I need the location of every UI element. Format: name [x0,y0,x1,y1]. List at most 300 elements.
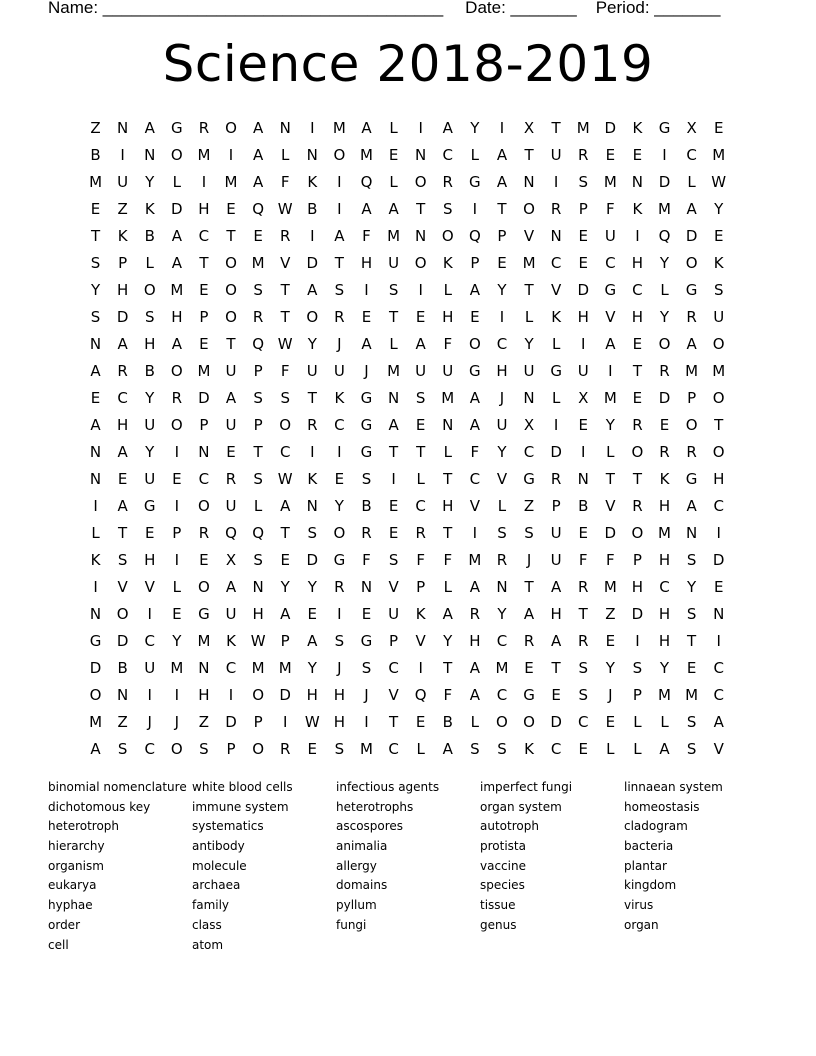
grid-row [82,168,734,195]
grid-letter: M [170,280,184,299]
grid-letter: U [117,172,129,191]
grid-letter: H [658,550,671,569]
grid-letter: N [550,226,562,245]
word-column [48,778,192,955]
grid-letter: A [686,199,697,218]
grid-letter: B [117,658,128,677]
grid-row [82,735,734,762]
grid-letter: M [685,361,699,380]
grid-row [82,465,734,492]
grid-letter: C [388,739,399,758]
grid-letter: C [713,658,724,677]
grid-row [82,357,734,384]
grid-letter: D [116,307,129,326]
grid-letter: E [605,631,616,650]
grid-letter: Q [252,523,265,542]
grid-letter: O [225,118,237,137]
grid-letter: U [496,415,508,434]
grid-letter: C [550,739,562,758]
grid-letter: L [416,739,425,758]
grid-letter: M [658,199,671,218]
grid-letter: S [578,172,588,191]
grid-letter: X [523,118,535,137]
grid-letter: A [117,442,128,461]
grid-letter: P [416,577,426,596]
grid-letter: M [360,739,373,758]
grid-letter: H [198,685,210,704]
grid-letter: C [496,334,508,353]
grid-letter: M [197,145,211,164]
grid-letter: S [388,280,399,299]
grid-letter: Z [117,712,128,731]
grid-letter: P [389,631,399,650]
grid-letter: O [414,253,427,272]
grid-letter: E [226,442,236,461]
grid-letter: A [469,658,480,677]
grid-letter: P [172,523,182,542]
grid-letter: P [497,226,507,245]
grid-letter: F [578,550,588,569]
grid-letter: K [632,118,643,137]
grid-row [82,627,734,654]
word-list-item: fungi [336,917,367,932]
grid-row [82,681,734,708]
grid-letter: H [631,577,644,596]
grid-letter: S [497,739,507,758]
grid-letter: P [551,496,561,515]
grid-letter: R [334,307,345,326]
grid-letter: A [415,334,426,353]
grid-letter: E [686,658,697,677]
word-list-item: plantar [624,858,667,873]
grid-letter: E [578,739,588,758]
grid-letter: N [685,523,698,542]
grid-letter: T [90,226,101,245]
grid-letter: N [360,577,373,596]
grid-letter: T [253,442,263,461]
grid-letter: R [279,739,291,758]
grid-letter: U [225,361,237,380]
grid-letter: T [226,334,236,353]
grid-letter: F [416,550,425,569]
grid-letter: R [686,307,697,326]
grid-letter: A [252,118,264,137]
grid-letter: I [337,442,342,461]
grid-letter: W [250,631,266,650]
grid-letter: L [443,280,452,299]
grid-letter: S [497,523,507,542]
grid-letter: T [118,523,128,542]
grid-letter: A [469,388,480,407]
grid-letter: T [280,280,290,299]
grid-row [82,492,734,519]
grid-letter: C [632,280,643,299]
grid-letter: D [171,199,183,218]
grid-letter: T [443,658,453,677]
grid-letter: S [470,739,480,758]
grid-letter: A [280,496,291,515]
grid-letter: G [143,496,156,515]
grid-letter: O [712,334,725,353]
grid-letter: O [198,496,210,515]
grid-row [82,519,734,546]
grid-letter: M [712,145,726,164]
grid-letter: B [361,496,372,515]
grid-letter: D [225,712,237,731]
grid-letter: T [524,280,534,299]
grid-letter: H [360,253,373,272]
grid-letter: H [713,469,725,488]
grid-letter: W [277,199,293,218]
grid-letter: A [388,415,399,434]
grid-letter: C [198,469,210,488]
grid-letter: E [632,388,643,407]
grid-letter: I [93,496,98,515]
grid-letter: L [416,469,425,488]
grid-letter: Q [252,199,265,218]
grid-letter: V [117,577,128,596]
word-list-item: domains [336,878,388,893]
grid-letter: Y [145,388,155,407]
grid-letter: E [117,469,128,488]
grid-letter: Q [658,226,671,245]
grid-letter: H [631,307,644,326]
grid-row [82,195,734,222]
grid-letter: E [172,469,182,488]
grid-letter: A [469,577,480,596]
grid-letter: F [443,685,453,704]
grid-letter: E [713,118,724,137]
grid-letter: U [333,361,345,380]
grid-letter: S [361,658,372,677]
grid-letter: Z [117,199,128,218]
grid-letter: L [633,712,642,731]
grid-letter: E [524,658,534,677]
grid-letter: P [118,253,128,272]
grid-letter: Y [145,442,155,461]
grid-letter: E [90,388,101,407]
word-column [192,778,336,955]
grid-letter: T [199,253,209,272]
grid-letter: U [550,145,562,164]
grid-letter: I [364,712,369,731]
grid-letter: E [578,415,588,434]
grid-letter: R [659,442,670,461]
grid-letter: G [360,442,373,461]
grid-letter: C [279,442,291,461]
grid-letter: S [415,388,426,407]
word-list-item: white blood cells [192,780,293,794]
grid-letter: J [337,658,342,677]
grid-letter: L [687,172,696,191]
grid-letter: L [443,442,452,461]
date-field-label: Date: _______ [465,0,577,17]
grid-letter: E [199,280,209,299]
grid-letter: O [225,307,237,326]
grid-letter: F [280,172,290,191]
grid-letter: E [415,712,426,731]
grid-letter: O [252,739,265,758]
grid-letter: V [523,226,535,245]
grid-letter: Y [307,334,317,353]
grid-letter: K [307,172,318,191]
grid-letter: D [577,280,590,299]
grid-letter: J [337,334,342,353]
grid-letter: C [686,145,697,164]
grid-letter: A [469,415,480,434]
grid-letter: A [713,712,724,731]
grid-letter: A [171,334,182,353]
grid-letter: E [172,604,182,623]
grid-row [82,330,734,357]
grid-letter: O [333,145,346,164]
grid-letter: S [686,604,697,623]
grid-letter: M [658,523,671,542]
grid-letter: K [334,388,345,407]
word-list-item: organ [624,917,659,932]
grid-letter: I [282,712,288,731]
grid-letter: M [170,658,184,677]
grid-letter: T [388,442,399,461]
grid-letter: I [553,172,559,191]
grid-letter: N [89,442,102,461]
grid-letter: M [603,577,617,596]
grid-letter: U [604,226,616,245]
grid-letter: E [415,415,426,434]
grid-row [82,276,734,303]
grid-letter: T [226,226,236,245]
grid-letter: C [496,631,508,650]
word-list-item: animalia [336,839,388,854]
grid-letter: C [659,577,670,596]
grid-letter: A [117,334,128,353]
grid-letter: H [658,604,671,623]
grid-letter: M [278,658,292,677]
grid-letter: R [632,415,643,434]
grid-letter: E [307,604,318,623]
grid-letter: H [550,604,562,623]
word-list-item: genus [480,917,517,932]
grid-letter: S [144,307,155,326]
grid-letter: M [522,253,536,272]
grid-letter: Z [90,118,101,137]
grid-letter: L [660,712,669,731]
grid-letter: L [253,496,263,515]
word-list-item: order [48,917,80,932]
grid-letter: O [89,685,102,704]
grid-row [82,249,734,276]
grid-letter: T [551,658,561,677]
grid-letter: C [334,415,345,434]
grid-letter: E [388,145,399,164]
grid-letter: C [415,496,426,515]
grid-letter: R [117,361,128,380]
grid-letter: R [334,577,345,596]
grid-letter: E [659,415,670,434]
grid-letter: L [389,118,398,137]
grid-letter: A [90,739,101,758]
grid-letter: B [144,226,155,245]
grid-letter: M [387,226,401,245]
grid-letter: E [199,334,209,353]
grid-letter: I [174,496,180,515]
grid-letter: E [253,226,263,245]
grid-letter: P [632,550,642,569]
grid-letter: R [632,496,643,515]
grid-letter: C [198,226,210,245]
grid-letter: P [632,685,642,704]
grid-letter: Y [497,280,507,299]
grid-row [82,303,734,330]
grid-letter: J [147,712,152,731]
word-list-item: linnaean system [624,780,723,794]
grid-letter: E [578,523,588,542]
grid-letter: W [277,334,293,353]
grid-letter: S [117,739,128,758]
grid-letter: I [337,172,342,191]
grid-letter: I [174,550,180,569]
grid-letter: R [225,469,237,488]
grid-letter: O [631,523,644,542]
grid-letter: L [470,712,480,731]
grid-letter: I [337,199,342,218]
grid-letter: F [443,334,453,353]
grid-letter: H [144,550,156,569]
grid-letter: G [469,172,481,191]
grid-letter: R [442,172,453,191]
grid-letter: G [360,415,373,434]
grid-letter: U [388,604,400,623]
grid-letter: A [686,334,697,353]
grid-letter: E [90,199,101,218]
grid-letter: B [307,199,318,218]
grid-letter: H [171,307,183,326]
grid-letter: L [551,334,561,353]
grid-letter: W [711,172,727,191]
grid-row [82,654,734,681]
grid-letter: Q [360,172,373,191]
grid-letter: V [551,280,562,299]
grid-letter: T [280,523,290,542]
grid-letter: K [524,739,534,758]
word-list-item: cell [48,937,69,952]
grid-letter: P [470,253,480,272]
grid-letter: O [143,280,156,299]
grid-letter: O [279,415,292,434]
word-list-item: virus [624,898,654,913]
grid-letter: I [716,523,721,542]
grid-letter: Z [523,496,535,515]
grid-letter: E [578,253,588,272]
grid-letter: A [469,280,480,299]
grid-letter: A [496,145,508,164]
grid-letter: U [415,361,427,380]
grid-letter: N [306,496,318,515]
grid-letter: D [198,388,210,407]
grid-letter: I [662,145,667,164]
grid-letter: N [89,469,102,488]
grid-letter: O [496,712,508,731]
grid-letter: S [443,199,453,218]
grid-letter: C [144,631,155,650]
grid-letter: R [686,442,697,461]
grid-letter: R [198,523,210,542]
grid-letter: S [334,280,345,299]
word-column [480,778,624,955]
grid-row [82,438,734,465]
grid-letter: M [89,712,103,731]
grid-letter: R [171,388,183,407]
grid-letter: Y [605,415,615,434]
grid-letter: O [523,199,535,218]
grid-letter: O [252,685,265,704]
grid-letter: O [225,280,237,299]
word-list-item: protista [480,839,526,854]
grid-letter: U [550,523,562,542]
grid-letter: I [472,523,478,542]
grid-letter: T [714,415,724,434]
word-list-item: allergy [336,858,377,873]
grid-letter: M [251,658,265,677]
grid-letter: K [415,604,426,623]
word-list-item: archaea [192,878,241,893]
word-list-item: immune system [192,799,289,814]
grid-letter: C [713,496,724,515]
grid-letter: L [281,145,290,164]
word-list-item: pyllum [336,898,377,913]
grid-letter: I [228,145,234,164]
grid-letter: K [144,199,155,218]
word-list-item: atom [192,937,224,952]
grid-letter: O [170,361,183,380]
grid-letter: V [415,631,426,650]
grid-letter: P [199,415,209,434]
grid-letter: G [658,118,671,137]
grid-row [82,546,734,573]
grid-letter: A [171,253,182,272]
word-list-item: species [480,878,525,893]
grid-letter: D [631,604,644,623]
grid-letter: T [687,631,697,650]
grid-letter: N [89,334,102,353]
grid-letter: A [225,388,237,407]
grid-letter: A [361,334,372,353]
grid-letter: I [716,631,721,650]
grid-letter: E [415,307,426,326]
grid-letter: H [117,415,129,434]
grid-letter: G [469,361,481,380]
grid-letter: J [364,361,369,380]
grid-letter: H [631,253,644,272]
grid-letter: D [658,388,671,407]
grid-letter: A [686,496,697,515]
grid-letter: N [442,415,454,434]
grid-letter: S [253,388,263,407]
grid-letter: T [388,307,399,326]
grid-row [82,114,734,141]
grid-letter: R [198,118,210,137]
grid-letter: X [578,388,589,407]
word-list-item: imperfect fungi [480,780,573,794]
grid-letter: E [578,226,588,245]
grid-letter: I [310,226,315,245]
grid-row [82,573,734,600]
grid-letter: E [144,523,155,542]
grid-letter: V [496,469,508,488]
grid-letter: J [499,388,505,407]
grid-letter: S [524,523,534,542]
grid-letter: C [469,469,481,488]
